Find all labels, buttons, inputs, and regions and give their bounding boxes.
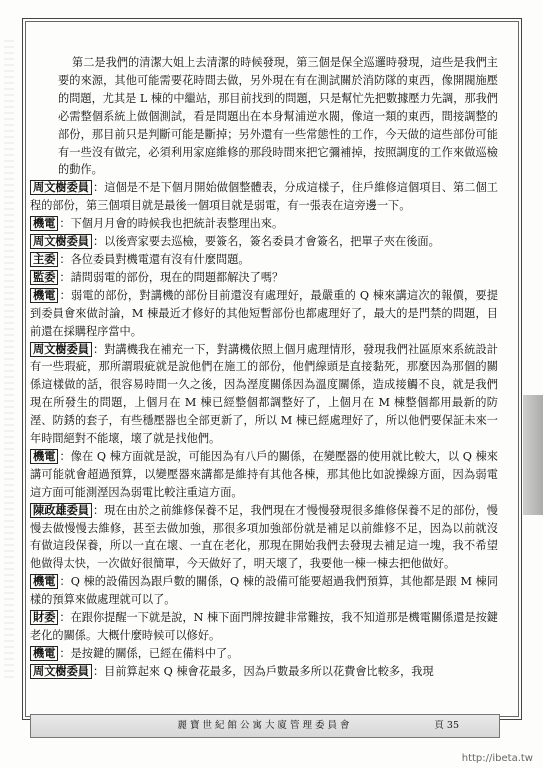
speaker-label: 周文樹委員 — [30, 234, 92, 249]
speaker-label: 監委 — [30, 270, 58, 285]
binding-holes — [4, 40, 14, 680]
meeting-minutes-body — [30, 54, 498, 681]
speaker-text: ：在跟你提醒一下就是說，N 棟下面門牌按鍵非常難按，我不知道那是機電關係還是按鍵老化的關係。大概什麼時候可以修好。 — [30, 611, 498, 642]
speaker-text: ：這個是不是下個月開始做個整體表，分成這樣子，住戶維修這個項目、第二個工程的部份，第三個項目就是最後一個項目就是弱電，有一張表在這旁邊一下。 — [30, 181, 498, 213]
speaker-entry — [30, 215, 498, 233]
site-watermark: http://ibeta.tw — [461, 753, 533, 764]
speaker-text: ：現在由於之前維修保養不足，我們現在才慢慢發現很多維修保養不足的部份，慢慢去做慢慢去維修，甚至去做加強，那很多項加強部份就是補足以前維修不足，因為以前就沒有做這段保養，所以一直在壞、一直在老化，那現在開始我們去發現去補足這一塊，我不希望他做得太快，一次做好很簡單，今天做好了，明天壞了，我要他一棟一棟去把他做好。 — [30, 503, 498, 571]
speaker-entry — [30, 448, 498, 502]
speaker-entry — [30, 233, 498, 251]
speaker-text: ：各位委員對機電還有沒有什麼問題。 — [59, 252, 250, 266]
speaker-label: 陳政雄委員 — [30, 503, 92, 518]
speaker-text: ：下個月月會的時候我也把統計表整理出來。 — [59, 217, 284, 231]
speaker-entry — [30, 645, 498, 663]
page-footer — [30, 714, 500, 738]
speaker-label: 機電 — [30, 216, 58, 231]
speaker-label: 主委 — [30, 252, 58, 267]
speaker-entry — [30, 502, 498, 574]
speaker-entry — [30, 341, 498, 448]
speaker-entry — [30, 609, 498, 645]
speaker-label: 周文樹委員 — [30, 664, 92, 679]
speaker-entry — [30, 663, 498, 681]
speaker-text: ：以後齊家要去巡檢，要簽名，簽名委員才會簽名，把單子夾在後面。 — [92, 235, 440, 249]
page-number: 頁 35 — [434, 720, 459, 731]
speaker-label: 周文樹委員 — [30, 180, 92, 195]
paragraph-text: 第二是我們的清潔大姐上去清潔的時候發現，第三個是保全巡邏時發現，這些是我們主要的來源，其他可能需要花時間去做，另外現在有在測試關於消防隊的東西，像開閥施壓的問題，尤其是 L 棟的中繼站，那目前找到的問題，只是幫忙先把數據壓力先調，那我們必需整個系統上做個測試，看是問題出在本身幫浦逆水閥，像這一類的東西，間接調整的部份，那目前只是判斷可能是斷掉；另外還有一些常態性的工作，今天做的這些部份可能有一些沒有做完，必須利用家庭維修的那段時間來把它彌補掉，按照調度的工作來做巡檢的動作。 — [58, 56, 498, 177]
speaker-text: ：像在 Q 棟方面就是說，可能因為有八戶的關係，在變壓器的使用就比較大，以 Q 棟來講可能就會超過預算，以變壓器來講都是維持有其他各棟，那其他比如說操線方面，因為弱電這方面可能測溼因為弱電比較注重這方面。 — [30, 449, 498, 499]
speaker-label: 財委 — [30, 610, 58, 625]
speaker-text: ：請問弱電的部份，現在的問題都解決了嗎？ — [59, 270, 284, 284]
speaker-label: 機電 — [30, 646, 58, 661]
speaker-label: 機電 — [30, 574, 58, 589]
speaker-text: ：目前算起來 Q 棟會花最多，因為戶數最多所以花費會比較多，我現 — [92, 664, 434, 678]
footer-title: 麗寶世紀館公寓大廈管理委員會 — [177, 720, 353, 731]
speaker-text: ：Q 棟的設備因為跟戶數的關係，Q 棟的設備可能要超過我們預算，其他都是跟 M 棟同樣的預算來做處理就可以了。 — [30, 575, 498, 607]
speaker-entry — [30, 179, 498, 215]
speaker-entry — [30, 287, 498, 341]
speaker-entry — [30, 573, 498, 609]
speaker-text: ：對講機我在補充一下，對講機依照上個月處理情形，發現我們社區原來系統設計有一些瑕疵，那所謂瑕疵就是說他們在施工的部份，他們線頭是直接黏死，那麼因為那個的關係這樣做的話，很容易時間一久之後，因為溼度關係因為溫度關係，造成接觸不良，就是我們現在所發生的問題，上個月在 M 棟已經整個都調整好了，上個月在 M 棟整個都用最新的防溼、防銹的套子，有些穩壓器也全部更新了，所以 M 棟已經處理好了，所以他們要保証未來一年時間絕對不能壞，壞了就是找他們。 — [30, 342, 498, 446]
side-stamp-mark — [523, 395, 543, 515]
paragraph-continuation — [30, 54, 498, 179]
speaker-label: 機電 — [30, 288, 58, 303]
speaker-label: 周文樹委員 — [30, 342, 92, 357]
speaker-entry — [30, 251, 498, 269]
speaker-text: ：是按鍵的關係，已經在備料中了。 — [59, 646, 239, 660]
speaker-label: 機電 — [30, 449, 58, 464]
speaker-text: ：弱電的部份，對講機的部份目前還沒有處理好，最嚴重的 Q 棟來講這次的報價，要提到委員會來做討論，M 棟最近才修好的其他短暫部份也都處理好了，最大的是門禁的問題，目前還在採購程序當中。 — [30, 288, 498, 338]
speaker-entry — [30, 269, 498, 287]
